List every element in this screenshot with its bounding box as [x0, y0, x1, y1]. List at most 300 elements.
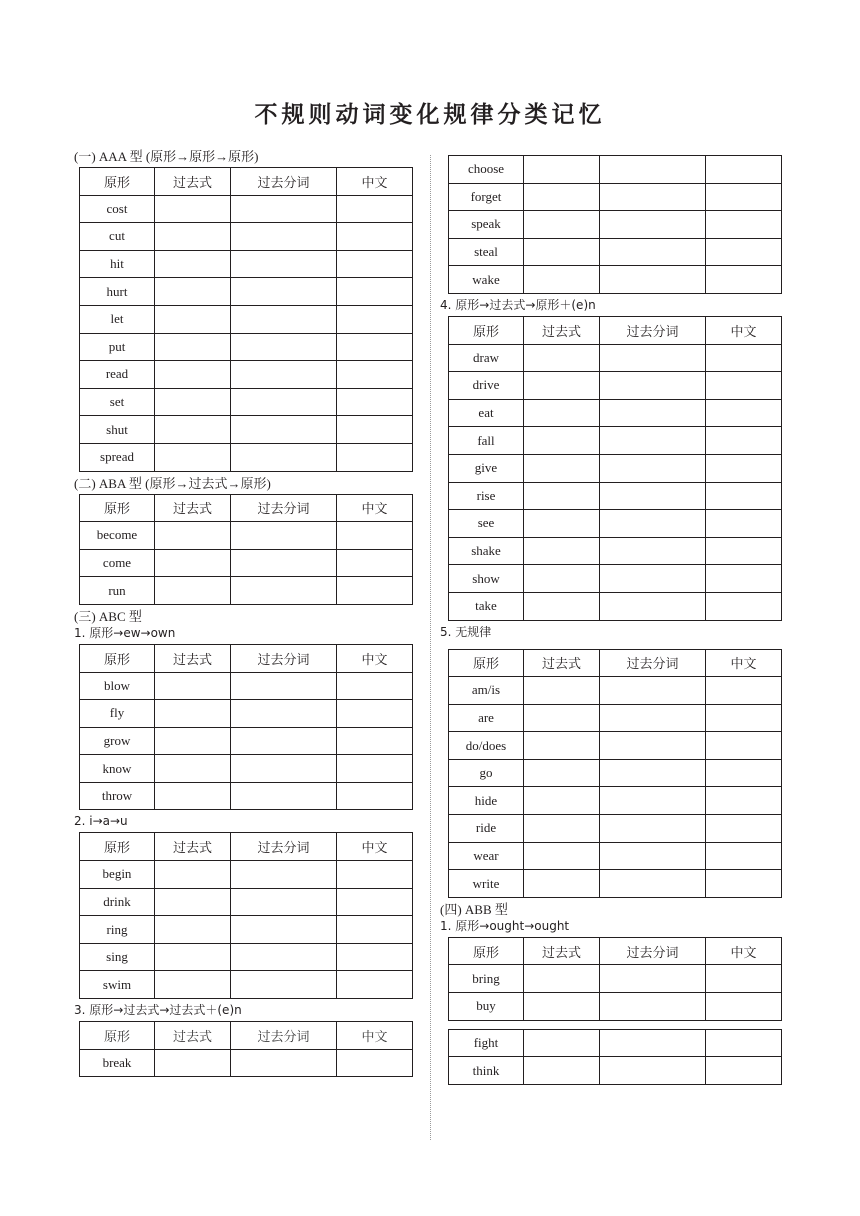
blank-past-tense [155, 782, 231, 810]
blank-past-participle [231, 195, 337, 223]
blank-past-tense [524, 482, 600, 510]
blank-chinese-meaning [337, 250, 413, 278]
blank-chinese-meaning [706, 842, 782, 870]
section-heading-abc: (三) ABC 型 [74, 608, 142, 624]
verb-base-form: buy [449, 993, 524, 1021]
verb-base-form: blow [80, 672, 155, 700]
blank-chinese-meaning [706, 565, 782, 593]
table-row [80, 333, 413, 361]
blank-past-tense [155, 861, 231, 889]
left-column [74, 150, 414, 1082]
page-title: 不规则动词变化规律分类记忆 [254, 102, 606, 128]
table-row [449, 1029, 782, 1057]
blank-past-tense [155, 443, 231, 471]
table-row [80, 305, 413, 333]
blank-past-tense [524, 565, 600, 593]
blank-past-participle [600, 732, 706, 760]
table-row [449, 787, 782, 815]
blank-past-tense [155, 522, 231, 550]
blank-chinese-meaning [337, 223, 413, 251]
blank-chinese-meaning [706, 482, 782, 510]
blank-past-participle [600, 965, 706, 993]
blank-past-participle [231, 888, 337, 916]
verb-base-form: cost [80, 195, 155, 223]
column-header-past-participle: 过去分词 [231, 494, 337, 522]
verb-base-form: give [449, 454, 524, 482]
blank-past-participle [600, 565, 706, 593]
verb-table [448, 649, 782, 898]
blank-past-participle [600, 510, 706, 538]
column-header-base-form: 原形 [449, 937, 524, 965]
table-row [449, 427, 782, 455]
blank-chinese-meaning [337, 861, 413, 889]
verb-base-form: shut [80, 416, 155, 444]
verb-base-form: read [80, 361, 155, 389]
column-header-past-participle: 过去分词 [231, 168, 337, 196]
verb-base-form: speak [449, 211, 524, 239]
blank-past-tense [524, 815, 600, 843]
right-column [440, 155, 785, 1090]
column-header-chinese-meaning: 中文 [337, 1022, 413, 1050]
table-header-row [80, 1022, 413, 1050]
blank-chinese-meaning [706, 238, 782, 266]
blank-chinese-meaning [706, 1029, 782, 1057]
blank-chinese-meaning [706, 266, 782, 294]
table-row [80, 195, 413, 223]
blank-past-participle [231, 361, 337, 389]
blank-past-participle [600, 787, 706, 815]
table-row [80, 361, 413, 389]
blank-past-participle [231, 727, 337, 755]
verb-base-form: become [80, 522, 155, 550]
blank-past-tense [524, 787, 600, 815]
blank-past-participle [231, 755, 337, 783]
blank-past-participle [600, 1057, 706, 1085]
blank-chinese-meaning [706, 965, 782, 993]
verb-base-form: rise [449, 482, 524, 510]
table-row [80, 416, 413, 444]
column-header-past-tense: 过去式 [155, 644, 231, 672]
verb-base-form: swim [80, 971, 155, 999]
blank-chinese-meaning [706, 399, 782, 427]
blank-past-participle [600, 482, 706, 510]
blank-past-participle [231, 700, 337, 728]
blank-chinese-meaning [706, 156, 782, 184]
blank-past-participle [231, 1049, 337, 1077]
blank-past-participle [231, 388, 337, 416]
column-header-base-form: 原形 [80, 1022, 155, 1050]
table-row [449, 704, 782, 732]
column-header-chinese-meaning: 中文 [706, 649, 782, 677]
table-row [449, 399, 782, 427]
table-header-row [80, 494, 413, 522]
blank-past-participle [600, 759, 706, 787]
table-row [80, 522, 413, 550]
table-row [449, 156, 782, 184]
verb-base-form: think [449, 1057, 524, 1085]
blank-chinese-meaning [337, 943, 413, 971]
blank-past-participle [231, 577, 337, 605]
verb-base-form: grow [80, 727, 155, 755]
verb-base-form: sing [80, 943, 155, 971]
blank-past-participle [231, 333, 337, 361]
blank-past-tense [155, 416, 231, 444]
blank-past-participle [600, 704, 706, 732]
blank-chinese-meaning [337, 278, 413, 306]
blank-past-tense [524, 732, 600, 760]
blank-chinese-meaning [337, 416, 413, 444]
blank-chinese-meaning [706, 759, 782, 787]
blank-past-tense [155, 549, 231, 577]
table-row [449, 732, 782, 760]
blank-past-tense [155, 727, 231, 755]
blank-past-tense [524, 211, 600, 239]
column-header-past-tense: 过去式 [524, 316, 600, 344]
verb-base-form: put [80, 333, 155, 361]
blank-past-tense [155, 672, 231, 700]
column-header-chinese-meaning: 中文 [706, 937, 782, 965]
verb-base-form: know [80, 755, 155, 783]
blank-past-participle [600, 592, 706, 620]
column-header-base-form: 原形 [80, 168, 155, 196]
verb-base-form: throw [80, 782, 155, 810]
table-row [449, 1057, 782, 1085]
column-header-past-participle: 过去分词 [600, 316, 706, 344]
blank-past-tense [524, 454, 600, 482]
verb-base-form: hide [449, 787, 524, 815]
verb-table [79, 494, 413, 605]
verb-base-form: ride [449, 815, 524, 843]
blank-chinese-meaning [706, 993, 782, 1021]
table-row [449, 211, 782, 239]
verb-table [448, 155, 782, 294]
verb-base-form: drive [449, 372, 524, 400]
blank-past-participle [600, 266, 706, 294]
verb-base-form: steal [449, 238, 524, 266]
blank-past-tense [524, 156, 600, 184]
verb-base-form: begin [80, 861, 155, 889]
blank-past-tense [524, 399, 600, 427]
table-row [80, 861, 413, 889]
verb-base-form: set [80, 388, 155, 416]
table-row [449, 266, 782, 294]
column-header-base-form: 原形 [449, 649, 524, 677]
table-row [80, 443, 413, 471]
verb-base-form: take [449, 592, 524, 620]
verb-base-form: wake [449, 266, 524, 294]
blank-past-participle [600, 842, 706, 870]
table-header-row [80, 168, 413, 196]
blank-past-tense [155, 278, 231, 306]
verb-base-form: choose [449, 156, 524, 184]
blank-past-participle [600, 1029, 706, 1057]
table-row [80, 888, 413, 916]
verb-base-form: fly [80, 700, 155, 728]
blank-past-tense [155, 333, 231, 361]
blank-past-participle [231, 522, 337, 550]
verb-base-form: write [449, 870, 524, 898]
blank-chinese-meaning [706, 815, 782, 843]
table-row [80, 916, 413, 944]
verb-table [79, 832, 413, 999]
blank-chinese-meaning [337, 388, 413, 416]
table-row [80, 782, 413, 810]
column-header-chinese-meaning: 中文 [337, 168, 413, 196]
blank-past-participle [600, 454, 706, 482]
blank-past-participle [231, 278, 337, 306]
blank-past-participle [600, 993, 706, 1021]
blank-past-tense [155, 388, 231, 416]
verb-base-form: are [449, 704, 524, 732]
blank-past-tense [155, 1049, 231, 1077]
column-header-chinese-meaning: 中文 [337, 494, 413, 522]
blank-past-participle [600, 427, 706, 455]
verb-base-form: hurt [80, 278, 155, 306]
blank-chinese-meaning [337, 195, 413, 223]
section-heading-aaa: (一) AAA 型 (原形→原形→原形) [74, 149, 259, 164]
blank-past-participle [600, 677, 706, 705]
table-row [449, 510, 782, 538]
verb-base-form: forget [449, 183, 524, 211]
table-row [80, 577, 413, 605]
verb-base-form: fall [449, 427, 524, 455]
blank-chinese-meaning [337, 672, 413, 700]
blank-chinese-meaning [706, 787, 782, 815]
blank-past-participle [600, 537, 706, 565]
blank-chinese-meaning [337, 577, 413, 605]
blank-past-participle [600, 344, 706, 372]
blank-past-tense [524, 238, 600, 266]
table-row [449, 965, 782, 993]
table-row [449, 238, 782, 266]
blank-past-participle [231, 943, 337, 971]
blank-past-participle [600, 815, 706, 843]
blank-chinese-meaning [337, 916, 413, 944]
verb-table [448, 1029, 782, 1085]
blank-past-tense [524, 759, 600, 787]
table-row [449, 537, 782, 565]
blank-past-tense [155, 888, 231, 916]
verb-base-form: see [449, 510, 524, 538]
column-header-past-tense: 过去式 [524, 937, 600, 965]
verb-base-form: am/is [449, 677, 524, 705]
table-row [449, 815, 782, 843]
blank-chinese-meaning [706, 211, 782, 239]
table-row [449, 454, 782, 482]
column-header-past-tense: 过去式 [155, 1022, 231, 1050]
blank-past-participle [600, 183, 706, 211]
table-row [80, 672, 413, 700]
verb-base-form: do/does [449, 732, 524, 760]
blank-past-tense [524, 704, 600, 732]
blank-chinese-meaning [706, 870, 782, 898]
table-header-row [80, 644, 413, 672]
verb-base-form: show [449, 565, 524, 593]
table-row [449, 677, 782, 705]
verb-table [79, 644, 413, 811]
verb-base-form: let [80, 305, 155, 333]
blank-past-participle [231, 672, 337, 700]
blank-chinese-meaning [337, 443, 413, 471]
table-row [449, 565, 782, 593]
blank-past-participle [231, 782, 337, 810]
blank-chinese-meaning [706, 454, 782, 482]
table-row [80, 971, 413, 999]
blank-past-tense [155, 700, 231, 728]
blank-past-tense [524, 266, 600, 294]
blank-chinese-meaning [706, 537, 782, 565]
blank-past-participle [600, 211, 706, 239]
column-header-chinese-meaning: 中文 [706, 316, 782, 344]
blank-past-tense [155, 223, 231, 251]
blank-chinese-meaning [706, 344, 782, 372]
blank-past-tense [155, 305, 231, 333]
blank-past-tense [524, 965, 600, 993]
table-row [80, 549, 413, 577]
column-header-past-tense: 过去式 [155, 494, 231, 522]
table-header-row [80, 833, 413, 861]
blank-past-tense [524, 842, 600, 870]
blank-past-tense [524, 1057, 600, 1085]
table-row [80, 388, 413, 416]
blank-past-participle [600, 870, 706, 898]
verb-base-form: shake [449, 537, 524, 565]
blank-chinese-meaning [337, 727, 413, 755]
blank-past-participle [231, 916, 337, 944]
column-header-base-form: 原形 [80, 644, 155, 672]
blank-past-tense [524, 677, 600, 705]
table-row [80, 278, 413, 306]
verb-table [448, 316, 782, 621]
verb-table [79, 1021, 413, 1077]
blank-chinese-meaning [706, 677, 782, 705]
blank-past-tense [155, 971, 231, 999]
table-row [80, 727, 413, 755]
blank-past-tense [524, 537, 600, 565]
blank-past-tense [155, 195, 231, 223]
blank-chinese-meaning [337, 305, 413, 333]
table-header-row [449, 316, 782, 344]
blank-chinese-meaning [706, 183, 782, 211]
blank-past-participle [600, 238, 706, 266]
blank-chinese-meaning [337, 549, 413, 577]
verb-base-form: run [80, 577, 155, 605]
column-header-base-form: 原形 [80, 833, 155, 861]
table-row [80, 755, 413, 783]
section-heading-aba: (二) ABA 型 (原形→过去式→原形) [74, 475, 271, 491]
blank-chinese-meaning [337, 888, 413, 916]
table-row [80, 223, 413, 251]
blank-chinese-meaning [706, 510, 782, 538]
blank-past-participle [231, 861, 337, 889]
verb-base-form: cut [80, 223, 155, 251]
blank-past-tense [155, 361, 231, 389]
blank-past-tense [155, 916, 231, 944]
column-header-past-participle: 过去分词 [600, 649, 706, 677]
table-row [80, 943, 413, 971]
table-row [80, 1049, 413, 1077]
blank-past-tense [155, 250, 231, 278]
column-header-past-participle: 过去分词 [231, 833, 337, 861]
blank-chinese-meaning [337, 782, 413, 810]
blank-past-tense [524, 870, 600, 898]
blank-chinese-meaning [337, 700, 413, 728]
blank-past-tense [524, 993, 600, 1021]
verb-base-form: eat [449, 399, 524, 427]
blank-past-participle [600, 399, 706, 427]
blank-chinese-meaning [706, 427, 782, 455]
column-header-past-participle: 过去分词 [600, 937, 706, 965]
table-row [449, 372, 782, 400]
blank-chinese-meaning [706, 732, 782, 760]
subsection-heading-abc-1: 1. 原形→ew→own [74, 625, 176, 640]
blank-past-tense [155, 577, 231, 605]
blank-chinese-meaning [706, 372, 782, 400]
blank-past-participle [231, 223, 337, 251]
blank-past-tense [524, 372, 600, 400]
blank-past-participle [231, 416, 337, 444]
table-row [449, 592, 782, 620]
column-header-chinese-meaning: 中文 [337, 644, 413, 672]
blank-past-tense [524, 592, 600, 620]
verb-base-form: ring [80, 916, 155, 944]
verb-base-form: come [80, 549, 155, 577]
blank-past-tense [524, 1029, 600, 1057]
subsection-heading-abc-3: 3. 原形→过去式→过去式＋(e)n [74, 1003, 242, 1018]
blank-chinese-meaning [337, 333, 413, 361]
blank-chinese-meaning [706, 592, 782, 620]
table-row [80, 700, 413, 728]
verb-base-form: break [80, 1049, 155, 1077]
column-header-past-tense: 过去式 [155, 833, 231, 861]
blank-past-tense [155, 755, 231, 783]
blank-past-participle [600, 156, 706, 184]
subsection-heading-abc-5: 5. 无规律 [440, 624, 492, 639]
table-row [449, 183, 782, 211]
subsection-heading-abc-4: 4. 原形→过去式→原形＋(e)n [440, 297, 596, 312]
column-divider [430, 155, 431, 1140]
verb-base-form: fight [449, 1029, 524, 1057]
verb-base-form: draw [449, 344, 524, 372]
column-header-base-form: 原形 [449, 316, 524, 344]
table-row [449, 759, 782, 787]
table-row [449, 482, 782, 510]
verb-base-form: hit [80, 250, 155, 278]
verb-base-form: bring [449, 965, 524, 993]
verb-base-form: go [449, 759, 524, 787]
table-header-row [449, 649, 782, 677]
blank-chinese-meaning [337, 755, 413, 783]
table-row [449, 344, 782, 372]
table-header-row [449, 937, 782, 965]
blank-past-tense [524, 344, 600, 372]
blank-chinese-meaning [706, 704, 782, 732]
column-header-past-tense: 过去式 [524, 649, 600, 677]
verb-base-form: drink [80, 888, 155, 916]
table-row [449, 842, 782, 870]
column-header-chinese-meaning: 中文 [337, 833, 413, 861]
table-row [449, 993, 782, 1021]
blank-chinese-meaning [337, 361, 413, 389]
blank-past-participle [231, 250, 337, 278]
blank-past-tense [524, 427, 600, 455]
column-header-base-form: 原形 [80, 494, 155, 522]
blank-chinese-meaning [337, 1049, 413, 1077]
subsection-heading-abb-1: 1. 原形→ought→ought [440, 918, 570, 933]
verb-base-form: wear [449, 842, 524, 870]
verb-base-form: spread [80, 443, 155, 471]
table-row [449, 870, 782, 898]
